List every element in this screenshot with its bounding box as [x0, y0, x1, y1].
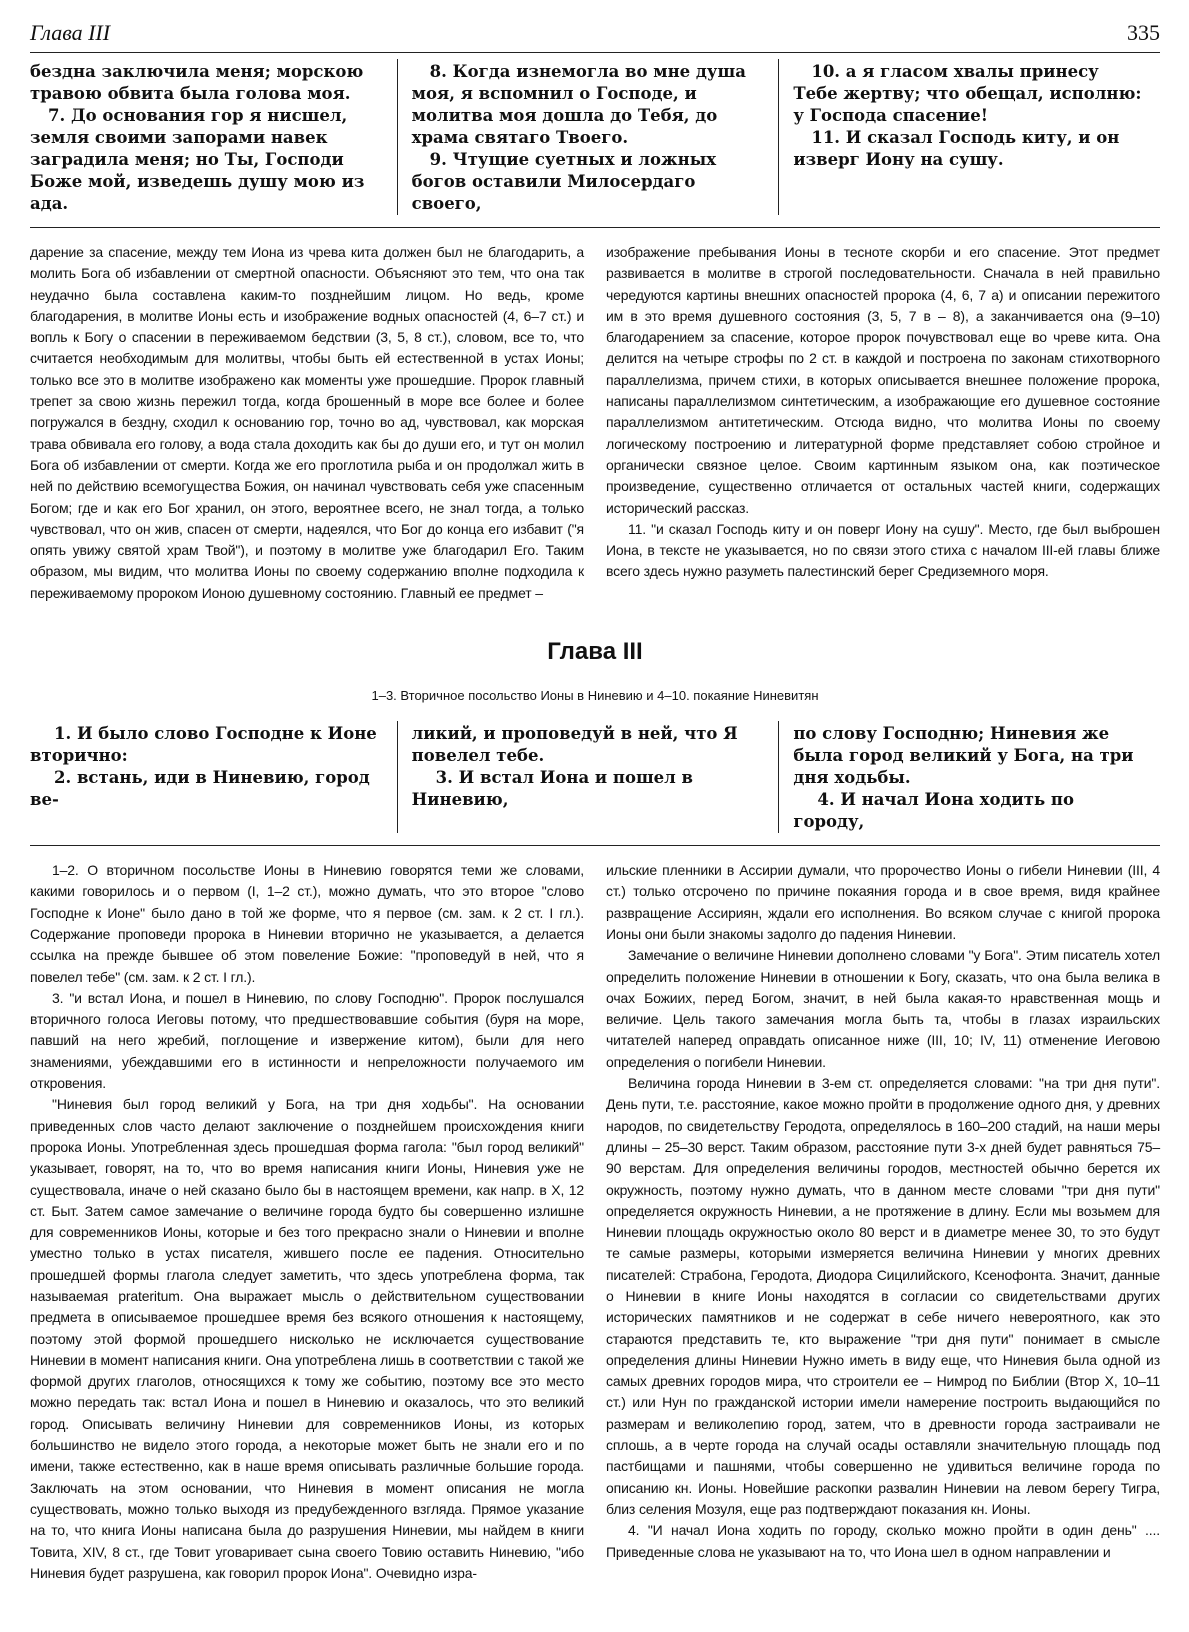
- section-divider: [30, 845, 1160, 846]
- verse-text: 11. И сказал Господь киту, и он изверг Иону на сушу.: [793, 128, 1120, 169]
- bottom-commentary: [30, 860, 1160, 1584]
- commentary-paragraph: дарение за спасение, между тем Иона из чрева кита должен был не благодарить, а молить Бога об избавлении от смертной опасности. Объясняют это тем, что она так неудачно была составлена каким-то позднейшим лицом. Но ведь, кроме благодарения, в молитве Ионы есть и изображение водных опасностей (4, 6–7 ст.) и вопль к Богу о спасении в переживаемом бедствии (3, 5, 8 ст.), словом, все то, что считается необходимым для молитвы, чтобы быть ей естественной в устах Ионы; только все это в молитве изображено как моменты уже прошедшие. Пророк главный трепет за свою жизнь пережил тогда, когда брошенный в море все более и более погружался в бездну, сходил к основанию гор, точно во ад, чувствовал, как морская трава обвивала его голову, а вода стала доходить как бы до души его, и тут он молил Бога об избавлении от смерти. Когда же его проглотила рыба и он продолжал жить в ней по действию всемогущества Божия, он начинал чувствовать себя уже спасенным Богом; где и как его Бог хранил, он этого, вероятнее всего, не знал тогда, а только чувствовал, что он жив, спасен от смерти, надеялся, что Бог до конца его избавит ("я опять увижу святой храм Твой"), и поэтому в молитве уже благодарил Его. Таким образом, мы видим, что молитва Ионы по своему содержанию вполне подходила к переживаемому пророком Ионою душевному состоянию. Главный ее предмет –: [30, 244, 584, 601]
- commentary-column-right: [606, 242, 1160, 604]
- chapter-summary: 1–3. Вторичное посольство Ионы в Ниневию и 4–10. покаяние Ниневитян: [371, 688, 819, 704]
- verse-text: 7. До основания гор я нисшел, земля своими запорами навек заградила меня; но Ты, Господи Боже мой, изведешь душу мою из ада.: [30, 106, 365, 213]
- verse-text: 1. И было слово Господне к Ионе вторично:: [30, 724, 377, 766]
- verse-text: 3. И встал Иона и пошел в Ниневию,: [411, 768, 694, 810]
- verse-text: 2. встань, иди в Ниневию, город ве-: [30, 768, 370, 810]
- verse-text: 8. Когда изнемогла во мне душа моя, я вспомнил о Господе, и молитва моя дошла до Тебя, до храма святаго Твоего.: [411, 62, 746, 147]
- chapter-verses: [30, 721, 1160, 833]
- commentary-column-left: [30, 242, 584, 604]
- section-divider: [30, 227, 1160, 228]
- book-page: [30, 20, 1160, 1584]
- verse-text: 4. И начал Иона ходить по городу,: [793, 790, 1074, 832]
- commentary-paragraph: Величина города Ниневии в 3-ем ст. определяется словами: "на три дня пути". День пути, т.е. расстояние, какое можно пройти в продолжение одного дня, у древних народов, по свидетельству Геродота, определялось в 160–200 стадий, на наши меры длины – 25–30 верст. Таким образом, расстояние пути 3-х дней будет равняться 75–90 верстам. Для определения величины городов, местностей обычно берется их окружность, поэтому нужно думать, что в данном месте словами "три дня пути" определяется окружность Ниневии, а не протяжение в длину. Если мы возьмем для Ниневии площадь окружностью около 80 верст и в диаметре менее 30, то это будут те самые размеры, которыми измеряется величина Ниневии у многих древних писателей: Страбона, Геродота, Диодора Сицилийского, Ксенофонта. Значит, данные о Ниневии в книге Ионы находятся в согласии со свидетельствами других исторических памятников и не содержат в себе ничего невероятного, как это стараются представить те, кто выражение "три дня пути" понимает в смысле определения длины Ниневии Нужно иметь в виду еще, что Ниневия была одной из самых древних городов мира, что строители ее – Нимрод по Библии (Втор X, 10–11 ст.) или Нун по гражданской истории имели намерение построить выдающийся по размерам и великолепию город, затем, что в древности города застраивали не сплошь, а в черте города на случай осады оставляли значительную площадь под пастбищами и пашнями, чтобы совершенно не удивиться величине города по описанию кн. Ионы. Новейшие раскопки развалин Ниневии на левом берегу Тигра, близ селения Мозуля, еще раз подтверждают показания кн. Ионы.: [606, 1075, 1160, 1517]
- verse-text: ликий, и проповедуй в ней, что Я повелел тебе.: [411, 724, 738, 766]
- commentary-paragraph: 3. "и встал Иона, и пошел в Ниневию, по слову Господню". Пророк послушался вторичного голоса Иеговы потому, что предшествовавшие события (буря на море, павший на него жребий, поглощение и извержение китом), были для него знамениями, убеждавшими его в истинности и непреложности получаемого им откровения.: [30, 989, 584, 1092]
- commentary-paragraph: Замечание о величине Ниневии дополнено словами "у Бога". Этим писатель хотел определить положение Ниневии в отношении к Богу, сказать, что она была велика в очах Божиих, перед Богом, значит, в ней была какая-то нравственная мощь и величие. Цель такого замечания могла быть та, чтобы в глазах израильских читателей наперед оправдать описанное ниже (III, 10; IV, 11) отменение Иеговою определения о погибели Ниневии.: [606, 947, 1160, 1070]
- commentary-column-right: [606, 860, 1160, 1584]
- commentary-paragraph: 4. "И начал Иона ходить по городу, сколько можно пройти в один день" .... Приведенные слова не указывают на то, что Иона шел в одном направлении и: [606, 1522, 1160, 1560]
- running-header: [30, 20, 1160, 53]
- commentary-paragraph: 1–2. О вторичном посольстве Ионы в Ниневию говорятся теми же словами, какими говорилось и о первом (I, 1–2 ст.), можно думать, что это второе "слово Господне к Ионе" было дано в той же форме, что я первое (см. зам. к 2 ст. I гл.). Содержание проповеди пророка в Ниневии вторично не указывается, а делается ссылка на прежде бывшее об этом повеление Божие: "проповедуй в ней, что я повелел тебе" (см. зам. к 2 ст. I гл.).: [30, 862, 584, 985]
- running-header-chapter: Глава III: [30, 20, 111, 45]
- page-number: 335: [1127, 20, 1160, 45]
- verse-text: 9. Чтущие суетных и ложных богов оставили Милосердаго своего,: [411, 150, 717, 213]
- commentary-paragraph: 11. "и сказал Господь киту и он поверг Иону на сушу". Место, где был выброшен Иона, в тексте не указывается, но по связи этого стиха с началом III-ей главы ближе всего здесь нужно разуметь палестинский берег Средиземного моря.: [606, 520, 1160, 580]
- verse-text: по слову Господню; Ниневия же была город великий у Бога, на три дня ходьбы.: [793, 724, 1134, 788]
- verse-text: 10. а я гласом хвалы принесу Тебе жертву; что обещал, исполню: у Господа спасение!: [793, 62, 1142, 125]
- commentary-paragraph: "Ниневия был город великий у Бога, на три дня ходьбы". На основании приведенных слов часто делают заключение о позднейшем происхождения книги пророка Ионы. Употребленная здесь прошедшая форма гагола: "был город великий" указывает, говорят, на то, что во время написания книги Ионы, Ниневия уже не существовала, иначе о ней сказано было бы в настоящем времени, как напр. в X, 12 ст. Быт. Затем самое замечание о величине города будто бы совершенно излишне для современников Ионы, которые и без того прекрасно знали о Ниневии и вполне уместно только в устах писателя, жившего после ее падения. Относительно прошедшей формы глагола следует заметить, что здесь употреблена форма, так называемая prateritum. Она выражает мысль о действительном существовании предмета в описываемое прошедшее время без всякого отношения к настоящему, поэтому этой формой прошедшего нисколько не исключается существование Ниневии в момент написания книги. Она употреблена лишь в соответствии с такой же формой других глаголов, относящихся к тому же событию, поэтому все это место можно передать так: встал Иона и пошел в Ниневию и оказалось, что это великий город. Описывать величину Ниневии для современников Ионы, из которых большинство не видело этого города, а некоторые может быть не знали его и по имени, также естественно, как в наше время описывать различные большие города. Заключать на этом основании, что Ниневия в момент описания не могла существовать, можно только выходя из предубежденного взгляда. Прямое указание на то, что книга Ионы написана была до разрушения Ниневии, мы найдем в книги Товита, XIV, 8 ст., где Товит уговаривает сына своего Товию оставить Ниневию, "ибо Ниневия будет разрушена, как говорил пророк Иона". Очевидно изра-: [30, 1096, 584, 1581]
- top-verses-column-3: [778, 59, 1160, 215]
- chapter-verses-column-3: [778, 721, 1160, 833]
- commentary-column-left: [30, 860, 584, 1584]
- top-verses-column-1: [30, 59, 397, 215]
- verse-text: бездна заключила меня; морскою травою обвита была голова моя.: [30, 62, 364, 103]
- commentary-paragraph: ильские пленники в Ассирии думали, что пророчество Ионы о гибели Ниневии (III, 4 ст.) только отсрочено по причине покаяния города и в свое время, видя крайнее развращение Ассириян, ждали его исполнения. Во всяком случае с книгой пророка Ионы они были знакомы задолго до падения Ниневии.: [606, 862, 1160, 942]
- commentary-paragraph: изображение пребывания Ионы в тесноте скорби и его спасение. Этот предмет развивается в молитве в строгой последовательности. Сначала в ней правильно чередуются картины внешних опасностей пророка (4, 6, 7 а) и описании пережитого им в это время душевного состояния (3, 5, 7 в – 8), а заканчивается она (9–10) благодарением за спасение, которое пророк почувствовал еще во чреве кита. Она делится на четыре строфы по 2 ст. в каждой и построена по законам стихотворного параллелизма, причем стихи, в которых описывается внешнее положение пророка, написаны параллелизмом синтетическим, а изображающие его душевное состояние параллелизмом антитетическим. Отсюда видно, что молитва Ионы по своему логическому построению и литературной форме представляет собою стройное и органически связное целое. Своим картинным языком она, как поэтическое произведение, существенно отличается от остальных частей книги, содержащих исторический рассказ.: [606, 244, 1160, 516]
- top-commentary: [30, 242, 1160, 604]
- chapter-verses-column-2: [397, 721, 779, 833]
- top-verses: [30, 59, 1160, 215]
- chapter-verses-column-1: [30, 721, 397, 833]
- top-verses-column-2: [397, 59, 779, 215]
- chapter-title: Глава III: [547, 638, 643, 666]
